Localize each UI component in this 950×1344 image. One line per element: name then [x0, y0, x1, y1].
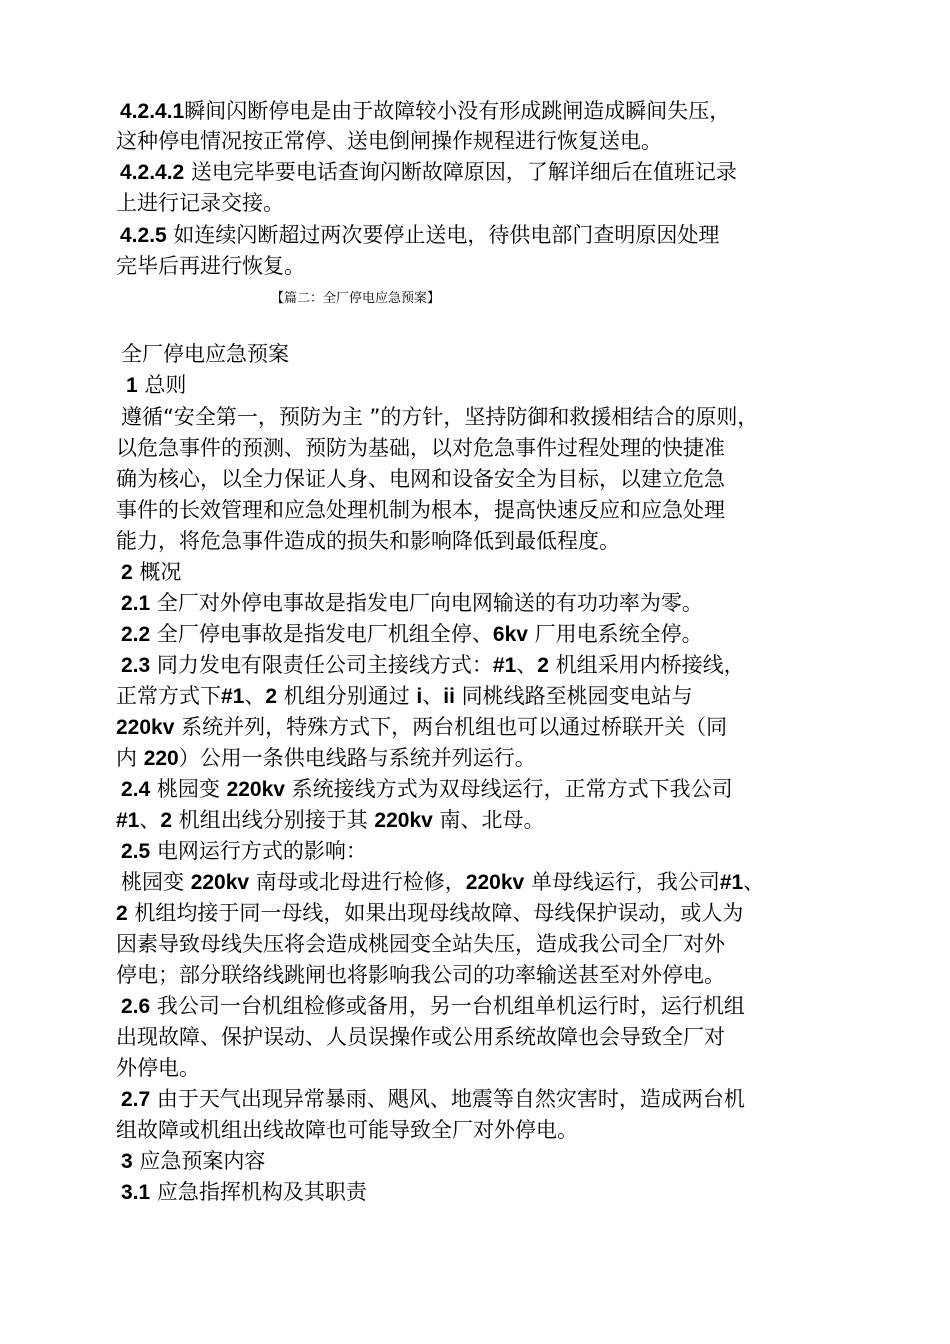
para-text: 这种停电情况按正常停、送电倒闸操作规程进行恢复送电。 — [116, 129, 662, 153]
voltage-value: 220kv — [374, 809, 433, 832]
section-heading-text: 概况 — [139, 560, 182, 584]
para-2-2 — [121, 619, 703, 649]
para-2-5-line-4: 停电；部分联络线跳闸也将影响我公司的功率输送甚至对外停电。 — [116, 963, 725, 987]
para-2-3-line-1 — [121, 650, 745, 680]
para-text: 系统接线方式为双母线运行，正常方式下我公司 — [291, 777, 733, 801]
para-text: 、 — [516, 653, 538, 677]
section-number: 2 — [121, 561, 133, 584]
clause-number: 2.4 — [121, 778, 151, 801]
para-text: 同桃线路至桃园变电站与 — [461, 684, 693, 708]
para-4-2-4-2-line-2 — [116, 188, 284, 218]
para-text: 应急指挥机构及其职责 — [156, 1180, 367, 1204]
para-2-6-line-1 — [121, 991, 745, 1021]
para-text: 、 — [743, 870, 765, 894]
unit-number: #1 — [221, 685, 245, 708]
voltage-value: 220kv — [226, 778, 285, 801]
document-title: 全厂停电应急预案 — [121, 342, 289, 366]
section-heading-text: 应急预案内容 — [139, 1149, 266, 1173]
clause-number: 2.3 — [121, 654, 151, 677]
para-2-3-line-2 — [116, 681, 693, 711]
para-2-7-line-2: 组故障或机组出线故障也可能导致全厂对外停电。 — [116, 1118, 578, 1142]
unit-number: #1 — [719, 871, 744, 894]
para-2-4-line-2 — [116, 805, 545, 835]
para-4-2-4-1-line-2 — [116, 126, 662, 156]
para-2-6-line-2: 出现故障、保护误动、人员误操作或公用系统故障也会导致全厂对 — [116, 1025, 725, 1049]
para-4-2-5-line-1 — [120, 220, 719, 250]
section-1-heading — [126, 370, 186, 400]
clause-number: 4.2.5 — [120, 224, 167, 247]
section-1-line-1: 遵循“安全第一，预防为主 ”的方针，坚持防御和救援相结合的原则， — [121, 405, 759, 429]
para-text: 正常方式下 — [116, 684, 221, 708]
para-text: 机组出线分别接于其 — [178, 808, 368, 832]
para-3-1-heading — [121, 1177, 367, 1207]
section-2-heading — [121, 557, 181, 587]
para-4-2-4-1-line-1 — [120, 96, 730, 126]
clause-number: 4.2.4.2 — [120, 161, 185, 184]
para-text: 完毕后再进行恢复。 — [116, 254, 305, 278]
clause-number: 2.5 — [121, 840, 151, 863]
para-4-2-5-line-2 — [116, 251, 305, 281]
para-text: 桃园变 — [156, 777, 220, 801]
unit-number: 2 — [265, 685, 278, 708]
para-2-1 — [121, 588, 703, 618]
voltage-value: 220kv — [465, 871, 525, 894]
para-4-2-4-2-line-1 — [120, 157, 737, 187]
voltage-value: 220kv — [116, 716, 175, 739]
unit-number: 2 — [160, 809, 173, 832]
para-text: 系统并列，特殊方式下，两台机组也可以通过桥联开关（同 — [181, 715, 728, 739]
section-number: 3 — [121, 1150, 133, 1173]
para-text: 同力发电有限责任公司主接线方式： — [156, 653, 493, 677]
line-number: i — [416, 685, 423, 708]
para-text: 如连续闪断超过两次要停止送电，待供电部门查明原因处理 — [173, 223, 720, 247]
para-2-4-line-1 — [121, 774, 733, 804]
para-text: 送电完毕要电话查询闪断故障原因，了解详细后在值班记录 — [190, 160, 737, 184]
voltage-value: 220kv — [190, 871, 250, 894]
clause-number: 2.2 — [121, 623, 151, 646]
para-2-5-heading — [121, 836, 367, 866]
para-text: 南母或北母进行检修， — [255, 870, 466, 894]
clause-number: 2.6 — [121, 995, 151, 1018]
para-2-5-line-3: 因素导致母线失压将会造成桃园变全站失压，造成我公司全厂对外 — [116, 932, 725, 956]
section-1-line-3: 确为核心，以全力保证人身、电网和设备安全为目标，以建立危急 — [116, 467, 725, 491]
line-number: ii — [443, 685, 455, 708]
para-text: 全厂对外停电事故是指发电厂向电网输送的有功功率为零。 — [156, 591, 703, 615]
section-3-heading — [121, 1146, 265, 1176]
para-text: 南、北母。 — [439, 808, 545, 832]
para-text: 、 — [139, 808, 161, 832]
clause-number: 2.1 — [121, 592, 151, 615]
para-text: 机组均接于同一母线，如果出现母线故障、母线保护误动，或人为 — [134, 901, 744, 925]
section-heading-text: 总则 — [144, 373, 187, 397]
para-2-6-line-3: 外停电。 — [116, 1056, 200, 1080]
section-1-line-4: 事件的长效管理和应急处理机制为根本，提高快速反应和应急处理 — [116, 498, 725, 522]
line-number: 220 — [143, 747, 179, 770]
para-2-5-line-2 — [116, 898, 743, 928]
section-1-line-5: 能力，将危急事件造成的损失和影响降低到最低程度。 — [116, 529, 620, 553]
para-text: 、 — [422, 684, 444, 708]
clause-number: 3.1 — [121, 1181, 151, 1204]
para-text: 内 — [116, 746, 137, 770]
para-text: 我公司一台机组检修或备用，另一台机组单机运行时，运行机组 — [156, 994, 745, 1018]
para-text: 、 — [244, 684, 266, 708]
para-text: 上进行记录交接。 — [116, 191, 284, 215]
para-text: 厂用电系统全停。 — [534, 622, 703, 646]
unit-number: 2 — [537, 654, 549, 677]
clause-number: 4.2.4.1 — [120, 100, 185, 123]
unit-number: #1 — [492, 654, 517, 677]
para-text: 桃园变 — [121, 870, 184, 894]
section-number: 1 — [126, 374, 138, 397]
para-2-7-line-1 — [121, 1084, 745, 1114]
para-text: 单母线运行，我公司 — [530, 870, 720, 894]
clause-number: 2.7 — [121, 1088, 151, 1111]
unit-number: 2 — [116, 902, 128, 925]
para-text: ）公用一条供电线路与系统并列运行。 — [178, 746, 536, 770]
para-text: 由于天气出现异常暴雨、飓风、地震等自然灾害时，造成两台机 — [156, 1087, 745, 1111]
para-2-5-line-1 — [121, 867, 764, 897]
para-2-3-line-3 — [116, 712, 727, 742]
section-caption: 【篇二：全厂停电应急预案】 — [271, 291, 441, 306]
para-text: 电网运行方式的影响： — [156, 839, 367, 863]
para-text: 机组采用内桥接线， — [555, 653, 745, 677]
para-2-3-line-4 — [116, 743, 536, 773]
para-text: 瞬间闪断停电是由于故障较小没有形成跳闸造成瞬间失压， — [184, 99, 731, 123]
section-1-line-2: 以危急事件的预测、预防为基础，以对危急事件过程处理的快捷准 — [116, 436, 725, 460]
voltage-value: 6kv — [492, 623, 528, 646]
unit-number: #1 — [116, 809, 140, 832]
para-text: 机组分别通过 — [283, 684, 410, 708]
para-text: 全厂停电事故是指发电厂机组全停、 — [156, 622, 493, 646]
